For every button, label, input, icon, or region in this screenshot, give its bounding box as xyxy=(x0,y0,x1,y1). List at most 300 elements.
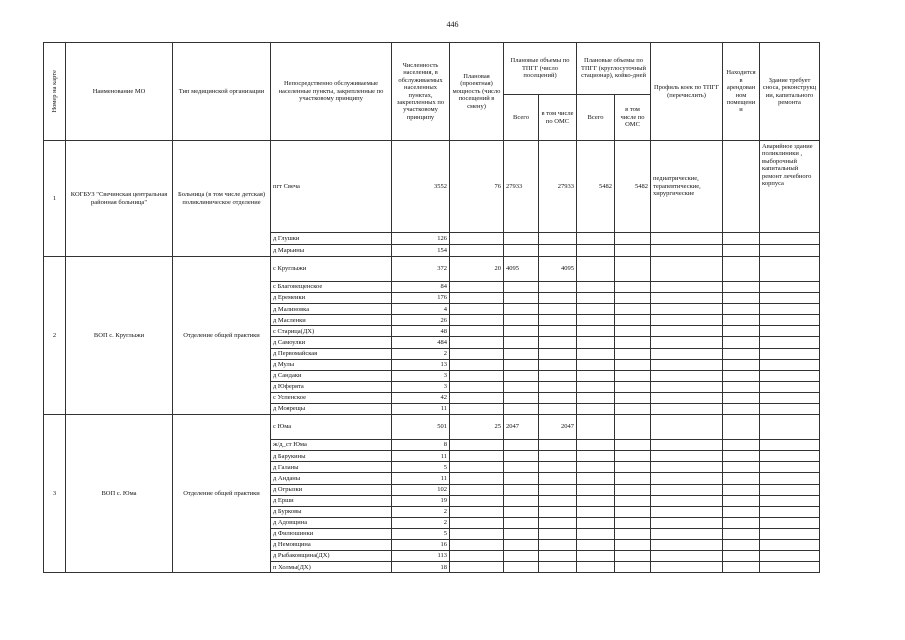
settlement: д Масленки xyxy=(271,315,392,326)
empty-cell xyxy=(760,392,820,403)
visits-total: 4095 xyxy=(504,257,539,282)
header-med-org-type: Тип медицинской организации xyxy=(173,43,271,141)
empty-cell xyxy=(615,359,651,370)
med-org-type: Больница (в том числе детская) поликлиническое отделение xyxy=(173,141,271,257)
empty-cell xyxy=(450,551,504,562)
empty-cell xyxy=(450,370,504,381)
settlement: д Немовщина xyxy=(271,539,392,550)
empty-cell xyxy=(504,451,539,462)
hospital-total xyxy=(577,257,615,282)
population: 3552 xyxy=(392,141,450,233)
empty-cell xyxy=(760,381,820,392)
empty-cell xyxy=(651,551,723,562)
empty-cell xyxy=(723,392,760,403)
empty-cell xyxy=(539,473,577,484)
empty-cell xyxy=(504,484,539,495)
settlement: д Филюшинки xyxy=(271,528,392,539)
empty-cell xyxy=(450,451,504,462)
empty-cell xyxy=(577,539,615,550)
settlement: д Рыбаковщина(ДХ) xyxy=(271,551,392,562)
empty-cell xyxy=(723,304,760,315)
population: 176 xyxy=(392,293,450,304)
empty-cell xyxy=(577,495,615,506)
empty-cell xyxy=(539,506,577,517)
population: 42 xyxy=(392,392,450,403)
empty-cell xyxy=(539,451,577,462)
empty-cell xyxy=(760,370,820,381)
empty-cell xyxy=(504,392,539,403)
header-hospital: Плановые объемы по ТПГГ (круглосуточный стационар), койко-дней xyxy=(577,43,651,95)
empty-cell xyxy=(504,506,539,517)
empty-cell xyxy=(760,348,820,359)
empty-cell xyxy=(760,293,820,304)
table-row xyxy=(44,415,820,440)
empty-cell xyxy=(615,484,651,495)
empty-cell xyxy=(651,451,723,462)
healthcare-facilities-table xyxy=(43,42,820,573)
empty-cell xyxy=(450,484,504,495)
empty-cell xyxy=(504,440,539,451)
empty-cell xyxy=(539,370,577,381)
settlement: д Моярещы xyxy=(271,404,392,415)
empty-cell xyxy=(539,348,577,359)
empty-cell xyxy=(615,562,651,573)
empty-cell xyxy=(504,473,539,484)
empty-cell xyxy=(760,528,820,539)
empty-cell xyxy=(577,381,615,392)
empty-cell xyxy=(615,539,651,550)
empty-cell xyxy=(450,440,504,451)
empty-cell xyxy=(450,326,504,337)
empty-cell xyxy=(504,528,539,539)
settlement: ж/д_ст Юма xyxy=(271,440,392,451)
population: 26 xyxy=(392,315,450,326)
empty-cell xyxy=(539,337,577,348)
empty-cell xyxy=(504,517,539,528)
empty-cell xyxy=(615,495,651,506)
hospital-total xyxy=(577,415,615,440)
empty-cell xyxy=(651,495,723,506)
med-org-type: Отделение общей практики xyxy=(173,257,271,415)
population: 2 xyxy=(392,517,450,528)
empty-cell xyxy=(651,506,723,517)
rented xyxy=(723,141,760,233)
empty-cell xyxy=(539,233,577,245)
header-bed-profile: Профиль коек по ТПГГ (перечислить) xyxy=(651,43,723,141)
empty-cell xyxy=(504,551,539,562)
empty-cell xyxy=(760,495,820,506)
settlement: д Первомайская xyxy=(271,348,392,359)
hospital-total: 5482 xyxy=(577,141,615,233)
empty-cell xyxy=(450,462,504,473)
population: 484 xyxy=(392,337,450,348)
empty-cell xyxy=(504,462,539,473)
settlement: д Самоулки xyxy=(271,337,392,348)
empty-cell xyxy=(651,440,723,451)
empty-cell xyxy=(760,506,820,517)
page-number: 446 xyxy=(446,20,459,29)
hospital-oms xyxy=(615,257,651,282)
empty-cell xyxy=(723,233,760,245)
settlement: д Юферята xyxy=(271,381,392,392)
empty-cell xyxy=(651,348,723,359)
header-row-1 xyxy=(44,43,820,95)
empty-cell xyxy=(651,473,723,484)
population: 11 xyxy=(392,451,450,462)
empty-cell xyxy=(651,337,723,348)
capacity: 76 xyxy=(450,141,504,233)
rented xyxy=(723,257,760,282)
empty-cell xyxy=(615,293,651,304)
empty-cell xyxy=(615,528,651,539)
visits-total: 2047 xyxy=(504,415,539,440)
empty-cell xyxy=(651,404,723,415)
empty-cell xyxy=(760,451,820,462)
settlement: д Галаны xyxy=(271,462,392,473)
empty-cell xyxy=(577,392,615,403)
empty-cell xyxy=(723,282,760,293)
empty-cell xyxy=(577,304,615,315)
settlement: д Бурковы xyxy=(271,506,392,517)
empty-cell xyxy=(539,326,577,337)
empty-cell xyxy=(651,293,723,304)
empty-cell xyxy=(577,337,615,348)
empty-cell xyxy=(651,304,723,315)
empty-cell xyxy=(723,315,760,326)
empty-cell xyxy=(577,484,615,495)
empty-cell xyxy=(651,326,723,337)
population: 126 xyxy=(392,233,450,245)
header-repair: Здание требует сноса, реконструкц ии, капитального ремонта xyxy=(760,43,820,141)
capacity: 25 xyxy=(450,415,504,440)
population: 84 xyxy=(392,282,450,293)
visits-oms: 4095 xyxy=(539,257,577,282)
empty-cell xyxy=(577,451,615,462)
empty-cell xyxy=(760,551,820,562)
empty-cell xyxy=(504,282,539,293)
empty-cell xyxy=(504,539,539,550)
empty-cell xyxy=(760,539,820,550)
visits-oms: 2047 xyxy=(539,415,577,440)
population: 154 xyxy=(392,245,450,257)
population: 2 xyxy=(392,348,450,359)
empty-cell xyxy=(577,245,615,257)
empty-cell xyxy=(615,233,651,245)
settlement: д Малиновка xyxy=(271,304,392,315)
empty-cell xyxy=(504,404,539,415)
settlement: с Благовещенское xyxy=(271,282,392,293)
empty-cell xyxy=(651,462,723,473)
empty-cell xyxy=(615,381,651,392)
empty-cell xyxy=(577,282,615,293)
empty-cell xyxy=(723,506,760,517)
empty-cell xyxy=(539,315,577,326)
empty-cell xyxy=(760,337,820,348)
empty-cell xyxy=(760,304,820,315)
empty-cell xyxy=(651,528,723,539)
empty-cell xyxy=(651,392,723,403)
empty-cell xyxy=(450,404,504,415)
empty-cell xyxy=(450,381,504,392)
empty-cell xyxy=(539,539,577,550)
empty-cell xyxy=(539,282,577,293)
empty-cell xyxy=(577,293,615,304)
empty-cell xyxy=(760,484,820,495)
empty-cell xyxy=(723,293,760,304)
empty-cell xyxy=(760,315,820,326)
empty-cell xyxy=(760,282,820,293)
population: 48 xyxy=(392,326,450,337)
empty-cell xyxy=(651,359,723,370)
empty-cell xyxy=(760,440,820,451)
repair-note xyxy=(760,257,820,282)
empty-cell xyxy=(615,326,651,337)
header-mo-name: Наименование МО xyxy=(66,43,173,141)
empty-cell xyxy=(577,233,615,245)
empty-cell xyxy=(539,551,577,562)
empty-cell xyxy=(760,233,820,245)
empty-cell xyxy=(539,404,577,415)
empty-cell xyxy=(760,245,820,257)
empty-cell xyxy=(504,495,539,506)
population: 5 xyxy=(392,462,450,473)
empty-cell xyxy=(760,359,820,370)
empty-cell xyxy=(651,245,723,257)
header-capacity: Плановая (проектная) мощность (число посещений в смену) xyxy=(450,43,504,141)
empty-cell xyxy=(723,337,760,348)
empty-cell xyxy=(539,528,577,539)
empty-cell xyxy=(651,381,723,392)
empty-cell xyxy=(539,517,577,528)
empty-cell xyxy=(539,304,577,315)
settlement: п Холмы(ДХ) xyxy=(271,562,392,573)
empty-cell xyxy=(504,326,539,337)
population: 11 xyxy=(392,404,450,415)
empty-cell xyxy=(615,462,651,473)
empty-cell xyxy=(615,404,651,415)
header-map-number: Номер на карте xyxy=(44,43,66,141)
empty-cell xyxy=(615,348,651,359)
empty-cell xyxy=(577,370,615,381)
population: 18 xyxy=(392,562,450,573)
empty-cell xyxy=(651,370,723,381)
empty-cell xyxy=(615,517,651,528)
settlement: с Юма xyxy=(271,415,392,440)
capacity: 20 xyxy=(450,257,504,282)
empty-cell xyxy=(504,359,539,370)
settlement: с Старица(ДХ) xyxy=(271,326,392,337)
empty-cell xyxy=(504,370,539,381)
header-population: Численность населения, в обслуживаемых населенных пунктах, закрепленных по участковому принципу xyxy=(392,43,450,141)
empty-cell xyxy=(504,304,539,315)
empty-cell xyxy=(615,506,651,517)
settlement: д Анданы xyxy=(271,473,392,484)
settlement: пгт Свеча xyxy=(271,141,392,233)
empty-cell xyxy=(723,517,760,528)
empty-cell xyxy=(723,528,760,539)
empty-cell xyxy=(450,348,504,359)
empty-cell xyxy=(539,381,577,392)
empty-cell xyxy=(651,233,723,245)
row-number: 1 xyxy=(44,141,66,257)
empty-cell xyxy=(450,359,504,370)
empty-cell xyxy=(450,539,504,550)
empty-cell xyxy=(760,517,820,528)
empty-cell xyxy=(723,404,760,415)
empty-cell xyxy=(577,551,615,562)
empty-cell xyxy=(615,440,651,451)
empty-cell xyxy=(723,562,760,573)
population: 2 xyxy=(392,506,450,517)
empty-cell xyxy=(539,462,577,473)
empty-cell xyxy=(577,528,615,539)
empty-cell xyxy=(723,370,760,381)
table-row xyxy=(44,257,820,282)
empty-cell xyxy=(723,440,760,451)
empty-cell xyxy=(723,326,760,337)
empty-cell xyxy=(760,404,820,415)
bed-profile xyxy=(651,415,723,440)
header-visits: Плановые объемы по ТПГГ (число посещений) xyxy=(504,43,577,95)
empty-cell xyxy=(539,245,577,257)
empty-cell xyxy=(723,348,760,359)
empty-cell xyxy=(539,359,577,370)
empty-cell xyxy=(450,392,504,403)
empty-cell xyxy=(450,293,504,304)
settlement: д Барукины xyxy=(271,451,392,462)
empty-cell xyxy=(723,495,760,506)
empty-cell xyxy=(651,484,723,495)
empty-cell xyxy=(577,315,615,326)
empty-cell xyxy=(450,233,504,245)
empty-cell xyxy=(615,282,651,293)
settlement: д Еремеики xyxy=(271,293,392,304)
bed-profile: педиатрические, терапевтические, хирургические xyxy=(651,141,723,233)
empty-cell xyxy=(760,462,820,473)
mo-name: КОГБУЗ "Свечинская центральная районная больница" xyxy=(66,141,173,257)
empty-cell xyxy=(615,451,651,462)
settlement: д Мулы xyxy=(271,359,392,370)
header-hospital-oms: в том числе по ОМС xyxy=(615,95,651,141)
settlement: д Глушки xyxy=(271,233,392,245)
table-body xyxy=(44,141,820,573)
population: 8 xyxy=(392,440,450,451)
repair-note xyxy=(760,415,820,440)
empty-cell xyxy=(723,539,760,550)
header-visits-total: Всего xyxy=(504,95,539,141)
empty-cell xyxy=(450,245,504,257)
empty-cell xyxy=(723,451,760,462)
mo-name: ВОП с. Юма xyxy=(66,415,173,573)
empty-cell xyxy=(450,562,504,573)
empty-cell xyxy=(577,473,615,484)
empty-cell xyxy=(450,473,504,484)
empty-cell xyxy=(651,562,723,573)
med-org-type: Отделение общей практики xyxy=(173,415,271,573)
visits-total: 27933 xyxy=(504,141,539,233)
empty-cell xyxy=(760,326,820,337)
empty-cell xyxy=(504,381,539,392)
population: 5 xyxy=(392,528,450,539)
population: 13 xyxy=(392,359,450,370)
empty-cell xyxy=(450,282,504,293)
empty-cell xyxy=(615,473,651,484)
empty-cell xyxy=(723,484,760,495)
empty-cell xyxy=(539,484,577,495)
empty-cell xyxy=(450,495,504,506)
empty-cell xyxy=(450,528,504,539)
repair-note: Аварийное здание поликлиники , выборочный капитальный ремонт лечебного корпуса xyxy=(760,141,820,233)
empty-cell xyxy=(539,392,577,403)
empty-cell xyxy=(577,517,615,528)
mo-name: ВОП с. Круглыжи xyxy=(66,257,173,415)
population: 102 xyxy=(392,484,450,495)
hospital-oms xyxy=(615,415,651,440)
settlement: с Круглыжи xyxy=(271,257,392,282)
empty-cell xyxy=(504,562,539,573)
empty-cell xyxy=(651,315,723,326)
settlement: с Успенское xyxy=(271,392,392,403)
empty-cell xyxy=(723,381,760,392)
empty-cell xyxy=(539,440,577,451)
empty-cell xyxy=(450,517,504,528)
empty-cell xyxy=(539,293,577,304)
empty-cell xyxy=(615,370,651,381)
empty-cell xyxy=(577,562,615,573)
population: 19 xyxy=(392,495,450,506)
empty-cell xyxy=(577,462,615,473)
empty-cell xyxy=(504,293,539,304)
empty-cell xyxy=(577,348,615,359)
empty-cell xyxy=(723,473,760,484)
empty-cell xyxy=(615,337,651,348)
bed-profile xyxy=(651,257,723,282)
row-number: 3 xyxy=(44,415,66,573)
header-hospital-total: Всего xyxy=(577,95,615,141)
settlement: д Сандаки xyxy=(271,370,392,381)
population: 4 xyxy=(392,304,450,315)
empty-cell xyxy=(615,551,651,562)
empty-cell xyxy=(723,551,760,562)
empty-cell xyxy=(450,315,504,326)
settlement: д Ерши xyxy=(271,495,392,506)
population: 501 xyxy=(392,415,450,440)
settlement: д Марьины xyxy=(271,245,392,257)
empty-cell xyxy=(577,440,615,451)
empty-cell xyxy=(760,562,820,573)
empty-cell xyxy=(450,337,504,348)
header-visits-oms: в том числе по ОМС xyxy=(539,95,577,141)
empty-cell xyxy=(504,337,539,348)
empty-cell xyxy=(615,245,651,257)
empty-cell xyxy=(504,348,539,359)
empty-cell xyxy=(577,359,615,370)
empty-cell xyxy=(651,517,723,528)
empty-cell xyxy=(504,233,539,245)
population: 3 xyxy=(392,370,450,381)
empty-cell xyxy=(539,562,577,573)
empty-cell xyxy=(577,404,615,415)
population: 3 xyxy=(392,381,450,392)
empty-cell xyxy=(760,473,820,484)
row-number: 2 xyxy=(44,257,66,415)
empty-cell xyxy=(651,282,723,293)
empty-cell xyxy=(651,539,723,550)
hospital-oms: 5482 xyxy=(615,141,651,233)
visits-oms: 27933 xyxy=(539,141,577,233)
population: 16 xyxy=(392,539,450,550)
empty-cell xyxy=(450,506,504,517)
